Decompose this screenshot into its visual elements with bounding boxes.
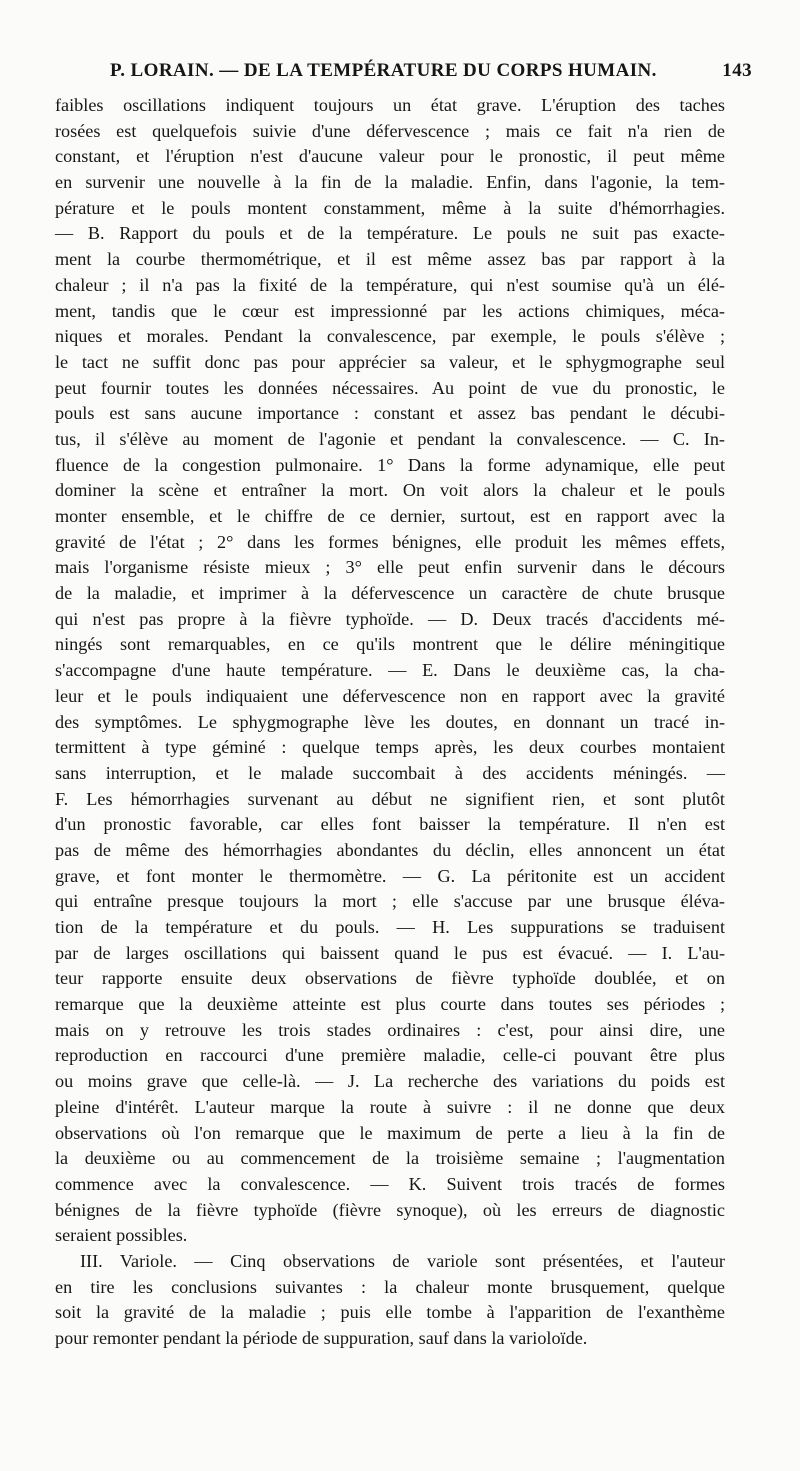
text-line: ou moins grave que celle-là. — J. La recherche des variations du poids est xyxy=(55,1071,725,1092)
text-line: ment, tandis que le cœur est impressionné par les actions chimiques, méca- xyxy=(55,300,725,321)
text-line: grave, et font monter le thermomètre. — G. La péritonite est un accident xyxy=(55,865,725,886)
text-line: en survenir une nouvelle à la fin de la maladie. Enfin, dans l'agonie, la tem- xyxy=(55,172,725,193)
text-line: — B. Rapport du pouls et de la température. Le pouls ne suit pas exacte- xyxy=(55,223,725,244)
text-line: fluence de la congestion pulmonaire. 1° Dans la forme adynamique, elle peut xyxy=(55,454,725,475)
text-line: soit la gravité de la maladie ; puis elle tombe à l'apparition de l'exanthème xyxy=(55,1302,725,1323)
text-line: en tire les conclusions suivantes : la chaleur monte brusquement, quelque xyxy=(55,1276,725,1297)
text-line: gravité de l'état ; 2° dans les formes bénignes, elle produit les mêmes effets, xyxy=(55,531,725,552)
text-line: termittent à type géminé : quelque temps après, les deux courbes montaient xyxy=(55,737,725,758)
text-line: sans interruption, et le malade succombait à des accidents méningés. — xyxy=(55,762,725,783)
text-line: seraient possibles. xyxy=(55,1225,188,1246)
text-line: tus, il s'élève au moment de l'agonie et pendant la convalescence. — C. In- xyxy=(55,428,725,449)
text-line: F. Les hémorrhagies survenant au début ne signifient rien, et sont plutôt xyxy=(55,788,725,809)
text-line: le tact ne suffit donc pas pour apprécier sa valeur, et le sphygmographe seul xyxy=(55,351,725,372)
text-line: monter ensemble, et le chiffre de ce dernier, surtout, est en rapport avec la xyxy=(55,506,725,526)
body-text xyxy=(55,93,725,1352)
text-line: ment la courbe thermométrique, et il est même assez bas par rapport à la xyxy=(55,249,725,270)
text-line: niques et morales. Pendant la convalescence, par exemple, le pouls s'élève ; xyxy=(55,326,725,347)
text-line: pleine d'intérêt. L'auteur marque la route à suivre : il ne donne que deux xyxy=(55,1096,725,1117)
text-line: peut fournir toutes les données nécessaires. Au point de vue du pronostic, le xyxy=(55,377,725,398)
text-line: chaleur ; il n'a pas la fixité de la température, qui n'est soumise qu'à un élé- xyxy=(55,274,725,295)
text-line: des symptômes. Le sphygmographe lève les doutes, en donnant un tracé in- xyxy=(55,711,725,732)
text-line: qui n'est pas propre à la fièvre typhoïde. — D. Deux tracés d'accidents mé- xyxy=(55,608,725,629)
page-number: 143 xyxy=(722,60,752,81)
text-line: mais on y retrouve les trois stades ordinaires : c'est, pour ainsi dire, une xyxy=(55,1019,725,1040)
text-line: pouls est sans aucune importance : constant et assez bas pendant le décubi- xyxy=(55,403,725,424)
text-line: teur rapporte ensuite deux observations de fièvre typhoïde doublée, et on xyxy=(55,968,725,989)
text-line: mais l'organisme résiste mieux ; 3° elle peut enfin survenir dans le décours xyxy=(55,557,725,578)
text-line: tion de la température et du pouls. — H. Les suppurations se traduisent xyxy=(55,917,725,937)
text-line: ningés sont remarquables, en ce qu'ils montrent que le délire méningitique xyxy=(55,634,725,655)
text-line: leur et le pouls indiquaient une défervescence non en rapport avec la gravité xyxy=(55,685,725,706)
text-line: pérature et le pouls montent constamment, même à la suite d'hémorrhagies. xyxy=(55,197,725,218)
text-line: qui entraîne presque toujours la mort ; elle s'accuse par une brusque éléva- xyxy=(55,891,725,912)
text-line: faibles oscillations indiquent toujours un état grave. L'éruption des taches xyxy=(55,95,725,115)
text-line: pour remonter pendant la période de suppuration, sauf dans la varioloïde. xyxy=(55,1328,588,1348)
text-line: la deuxième ou au commencement de la troisième semaine ; l'augmentation xyxy=(55,1148,725,1169)
text-line: par de larges oscillations qui baissent quand le pus est évacué. — I. L'au- xyxy=(55,942,725,963)
text-line: observations où l'on remarque que le maximum de perte a lieu à la fin de xyxy=(55,1122,725,1143)
text-line: pas de même des hémorrhagies abondantes du déclin, elles annoncent un état xyxy=(55,839,725,860)
running-title: P. LORAIN. — DE LA TEMPÉRATURE DU CORPS HUMAIN. xyxy=(110,60,657,81)
text-line: de la maladie, et imprimer à la défervescence un caractère de chute brusque xyxy=(55,583,725,604)
text-line: reproduction en raccourci d'une première maladie, celle-ci pouvant être plus xyxy=(55,1045,725,1066)
section-heading-line: III. Variole. — Cinq observations de variole sont présentées, et l'auteur xyxy=(80,1250,725,1271)
text-line: constant, et l'éruption n'est d'aucune valeur pour le pronostic, il peut même xyxy=(55,146,725,167)
text-line: remarque que la deuxième atteinte est plus courte dans toutes ses périodes ; xyxy=(55,994,725,1015)
text-line: s'accompagne d'une haute température. — E. Dans le deuxième cas, la cha- xyxy=(55,660,725,681)
text-line: dominer la scène et entraîner la mort. On voit alors la chaleur et le pouls xyxy=(55,480,725,501)
text-line: commence avec la convalescence. — K. Suivent trois tracés de formes xyxy=(55,1173,725,1194)
text-line: rosées est quelquefois suivie d'une défervescence ; mais ce fait n'a rien de xyxy=(55,120,725,141)
text-line: d'un pronostic favorable, car elles font baisser la température. Il n'en est xyxy=(55,814,725,835)
running-head xyxy=(110,60,752,86)
text-line: bénignes de la fièvre typhoïde (fièvre synoque), où les erreurs de diagnostic xyxy=(55,1199,725,1220)
